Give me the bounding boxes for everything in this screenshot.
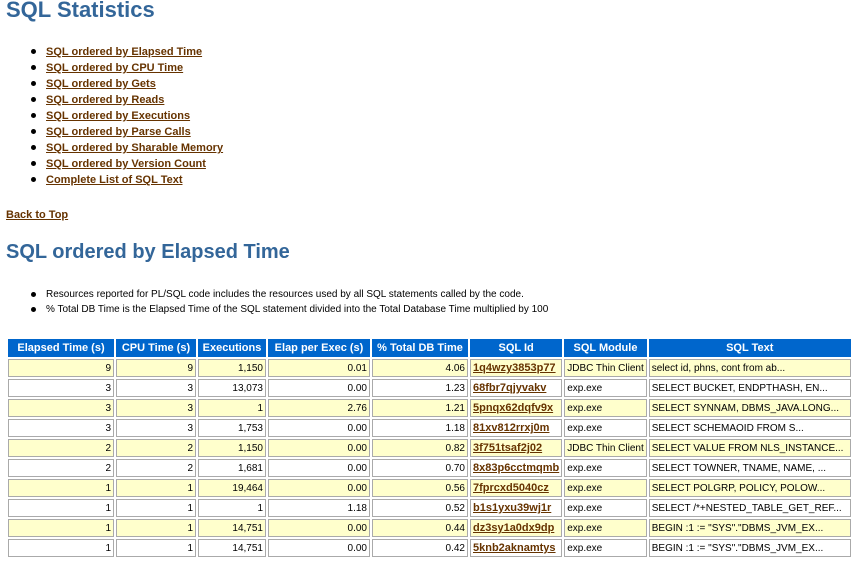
toc-link-elapsed-time[interactable]: SQL ordered by Elapsed Time [46,46,203,58]
sql-id-link[interactable]: b1s1yxu39wj1r [473,502,552,514]
cell-cpu-time: 9 [116,359,196,377]
table-row [8,359,851,377]
cell-sql-module: exp.exe [564,399,647,417]
table-row [8,519,851,537]
cell-sql-text: SELECT SYNNAM, DBMS_JAVA.LONG... [649,399,851,417]
note-text: % Total DB Time is the Elapsed Time of the SQL statement divided into the Total Database Time multiplied by 100 [46,304,549,315]
bullet-icon [31,113,36,118]
toc-item [31,139,223,155]
cell-cpu-time: 1 [116,479,196,497]
cell-elapsed-time: 3 [8,399,114,417]
bullet-icon [31,145,36,150]
cell-executions: 1 [198,399,266,417]
cell-sql-id [470,379,562,397]
cell-sql-text: SELECT TOWNER, TNAME, NAME, ... [649,459,851,477]
sql-id-link[interactable]: dz3sy1a0dx9dp [473,522,555,534]
toc-link-cpu-time[interactable]: SQL ordered by CPU Time [46,62,184,74]
cell-cpu-time: 2 [116,459,196,477]
cell-sql-module: exp.exe [564,519,647,537]
cell-executions: 14,751 [198,539,266,557]
cell-cpu-time: 1 [116,539,196,557]
cell-sql-text: SELECT VALUE FROM NLS_INSTANCE... [649,439,851,457]
cell-executions: 1,753 [198,419,266,437]
cell-executions: 19,464 [198,479,266,497]
cell-executions: 13,073 [198,379,266,397]
sql-id-link[interactable]: 1q4wzy3853p77 [473,362,556,374]
notes-list [31,287,548,317]
header-sql-module: SQL Module [564,339,647,357]
header-sql-text: SQL Text [649,339,851,357]
sql-id-link[interactable]: 7fprcxd5040cz [473,482,549,494]
cell-sql-text: select id, phns, cont from ab... [649,359,851,377]
cell-sql-id [470,459,562,477]
toc-item [31,59,223,75]
bullet-icon [31,81,36,86]
cell-executions: 1,681 [198,459,266,477]
table-row [8,419,851,437]
cell-elap-per-exec: 0.00 [268,539,370,557]
cell-executions: 1,150 [198,359,266,377]
toc-list [31,43,223,187]
toc-item [31,43,223,59]
cell-sql-id [470,439,562,457]
cell-sql-id [470,539,562,557]
cell-cpu-time: 1 [116,499,196,517]
cell-total-db-time: 1.23 [372,379,468,397]
cell-elap-per-exec: 0.00 [268,379,370,397]
sql-id-link[interactable]: 8x83p6cctmqmb [473,462,560,474]
sql-id-link[interactable]: 5knb2aknamtys [473,542,556,554]
cell-cpu-time: 3 [116,399,196,417]
header-elap-per-exec: Elap per Exec (s) [268,339,370,357]
cell-cpu-time: 3 [116,379,196,397]
cell-elapsed-time: 1 [8,479,114,497]
toc-link-executions[interactable]: SQL ordered by Executions [46,110,191,122]
cell-total-db-time: 1.18 [372,419,468,437]
cell-elap-per-exec: 2.76 [268,399,370,417]
toc-item [31,171,223,187]
cell-sql-module: JDBC Thin Client [564,359,647,377]
header-sql-id: SQL Id [470,339,562,357]
back-to-top-container [6,207,68,222]
table-row [8,499,851,517]
cell-executions: 14,751 [198,519,266,537]
bullet-icon [31,129,36,134]
cell-sql-text: SELECT /*+NESTED_TABLE_GET_REF... [649,499,851,517]
toc-link-parse-calls[interactable]: SQL ordered by Parse Calls [46,126,191,138]
cell-elap-per-exec: 0.00 [268,519,370,537]
cell-sql-id [470,499,562,517]
cell-cpu-time: 1 [116,519,196,537]
cell-total-db-time: 0.52 [372,499,468,517]
cell-elap-per-exec: 0.00 [268,459,370,477]
cell-sql-module: exp.exe [564,539,647,557]
toc-item [31,75,223,91]
cell-total-db-time: 0.82 [372,439,468,457]
cell-sql-module: exp.exe [564,379,647,397]
cell-sql-text: SELECT SCHEMAOID FROM S... [649,419,851,437]
cell-elap-per-exec: 0.01 [268,359,370,377]
cell-elap-per-exec: 0.00 [268,419,370,437]
toc-item [31,91,223,107]
table-row [8,379,851,397]
table-row [8,479,851,497]
bullet-icon [31,97,36,102]
cell-elap-per-exec: 1.18 [268,499,370,517]
cell-sql-id [470,419,562,437]
cell-elapsed-time: 2 [8,459,114,477]
toc-item [31,107,223,123]
header-total-db-time: % Total DB Time [372,339,468,357]
cell-sql-module: exp.exe [564,499,647,517]
toc-link-reads[interactable]: SQL ordered by Reads [46,94,165,106]
cell-cpu-time: 2 [116,439,196,457]
toc-link-gets[interactable]: SQL ordered by Gets [46,78,156,90]
cell-cpu-time: 3 [116,419,196,437]
toc-item [31,155,223,171]
cell-sql-id [470,359,562,377]
cell-elapsed-time: 1 [8,519,114,537]
table-row [8,539,851,557]
cell-total-db-time: 0.56 [372,479,468,497]
cell-elap-per-exec: 0.00 [268,439,370,457]
section-title: SQL ordered by Elapsed Time [6,241,290,263]
note-item [31,287,548,302]
header-cpu-time: CPU Time (s) [116,339,196,357]
toc-link-complete-sql-text[interactable]: Complete List of SQL Text [46,174,183,186]
cell-sql-module: JDBC Thin Client [564,439,647,457]
cell-sql-id [470,519,562,537]
sql-id-link[interactable]: 81xv812rrxj0m [473,422,550,434]
cell-sql-id [470,479,562,497]
bullet-icon [31,49,36,54]
bullet-icon [31,161,36,166]
cell-elapsed-time: 3 [8,379,114,397]
cell-executions: 1,150 [198,439,266,457]
cell-elapsed-time: 9 [8,359,114,377]
table-body [8,359,851,557]
header-elapsed-time: Elapsed Time (s) [8,339,114,357]
cell-total-db-time: 0.42 [372,539,468,557]
toc-item [31,123,223,139]
cell-total-db-time: 0.70 [372,459,468,477]
cell-sql-id [470,399,562,417]
cell-total-db-time: 4.06 [372,359,468,377]
cell-sql-module: exp.exe [564,479,647,497]
bullet-icon [31,307,36,312]
cell-total-db-time: 1.21 [372,399,468,417]
cell-sql-text: SELECT POLGRP, POLICY, POLOW... [649,479,851,497]
cell-elapsed-time: 1 [8,539,114,557]
cell-elapsed-time: 1 [8,499,114,517]
bullet-icon [31,292,36,297]
header-executions: Executions [198,339,266,357]
cell-sql-text: BEGIN :1 := "SYS"."DBMS_JVM_EX... [649,539,851,557]
page-title: SQL Statistics [6,0,155,22]
cell-executions: 1 [198,499,266,517]
note-item [31,302,548,317]
sql-id-link[interactable]: 68fbr7qjyvakv [473,382,547,394]
cell-elapsed-time: 3 [8,419,114,437]
cell-total-db-time: 0.44 [372,519,468,537]
back-to-top-link[interactable]: Back to Top [6,209,69,221]
sql-id-link[interactable]: 5pnqx62dqfv9x [473,402,554,414]
sql-elapsed-time-table [6,337,853,559]
bullet-icon [31,65,36,70]
toc-link-sharable-memory[interactable]: SQL ordered by Sharable Memory [46,142,224,154]
bullet-icon [31,177,36,182]
cell-sql-text: BEGIN :1 := "SYS"."DBMS_JVM_EX... [649,519,851,537]
table-row [8,399,851,417]
cell-elapsed-time: 2 [8,439,114,457]
cell-sql-module: exp.exe [564,459,647,477]
note-text: Resources reported for PL/SQL code includes the resources used by all SQL statements called by the code. [46,289,524,300]
table-row [8,459,851,477]
cell-sql-text: SELECT BUCKET, ENDPTHASH, EN... [649,379,851,397]
toc-link-version-count[interactable]: SQL ordered by Version Count [46,158,206,170]
sql-id-link[interactable]: 3f751tsaf2j02 [473,442,543,454]
cell-elap-per-exec: 0.00 [268,479,370,497]
cell-sql-module: exp.exe [564,419,647,437]
table-header-row [8,339,851,357]
table-row [8,439,851,457]
